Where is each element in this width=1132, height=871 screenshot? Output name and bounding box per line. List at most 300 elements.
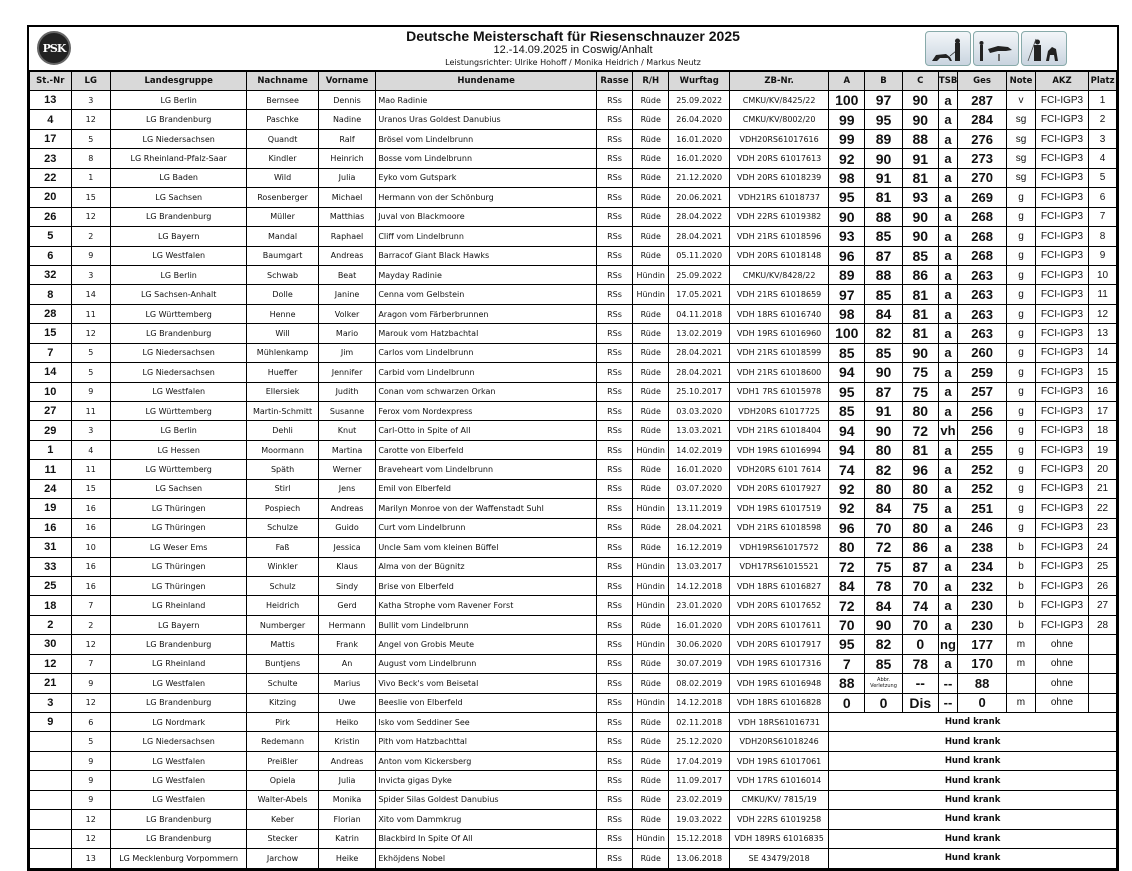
lg-number: 1 bbox=[71, 168, 110, 187]
landesgruppe: LG Thüringen bbox=[110, 557, 246, 576]
first-name: Heike bbox=[318, 849, 376, 868]
surname: Will bbox=[247, 324, 318, 343]
breed: RSs bbox=[596, 110, 632, 129]
score-a: 72 bbox=[829, 557, 865, 576]
total-score: 284 bbox=[958, 110, 1007, 129]
sex: Hündin bbox=[633, 635, 669, 654]
score-c: 81 bbox=[902, 304, 938, 323]
studbook-number: VDH 20RS 61017613 bbox=[730, 149, 829, 168]
score-c: 81 bbox=[902, 440, 938, 459]
birth-date: 13.06.2018 bbox=[669, 849, 730, 868]
breed: RSs bbox=[596, 227, 632, 246]
table-row[interactable] bbox=[30, 538, 1117, 557]
sex: Rüde bbox=[633, 304, 669, 323]
surname: Pirk bbox=[247, 713, 318, 732]
studbook-number: VDH 19RS 61016994 bbox=[730, 440, 829, 459]
table-row[interactable] bbox=[30, 732, 1117, 751]
tsb-rating: -- bbox=[938, 674, 957, 693]
grade: g bbox=[1007, 421, 1036, 440]
score-b: 88 bbox=[865, 207, 902, 226]
table-row[interactable] bbox=[30, 654, 1117, 673]
first-name: Sindy bbox=[318, 576, 376, 595]
table-row[interactable] bbox=[30, 343, 1117, 362]
birth-date: 03.03.2020 bbox=[669, 402, 730, 421]
column-header[interactable]: Platz bbox=[1089, 72, 1117, 91]
first-name: Andreas bbox=[318, 499, 376, 518]
placement: 19 bbox=[1089, 440, 1117, 459]
tsb-rating: a bbox=[938, 324, 957, 343]
placement: 2 bbox=[1089, 110, 1117, 129]
surname: Stecker bbox=[247, 829, 318, 848]
table-row[interactable] bbox=[30, 693, 1117, 712]
title-akz: FCI-IGP3 bbox=[1035, 402, 1088, 421]
first-name: Klaus bbox=[318, 557, 376, 576]
first-name: Heinrich bbox=[318, 149, 376, 168]
total-score: 251 bbox=[958, 499, 1007, 518]
surname: Preißler bbox=[247, 751, 318, 770]
score-a: 85 bbox=[829, 402, 865, 421]
score-b: Abbr. Verletzung bbox=[865, 674, 902, 693]
first-name: Dennis bbox=[318, 91, 376, 110]
table-row[interactable] bbox=[30, 149, 1117, 168]
column-header[interactable]: LG bbox=[71, 72, 110, 91]
score-c: 93 bbox=[902, 188, 938, 207]
score-a: 89 bbox=[829, 265, 865, 284]
dog-name: Emil von Elberfeld bbox=[376, 479, 597, 498]
first-name: Jim bbox=[318, 343, 376, 362]
lg-number: 15 bbox=[71, 479, 110, 498]
dog-name: Juval von Blackmoore bbox=[376, 207, 597, 226]
breed: RSs bbox=[596, 810, 632, 829]
placement: 16 bbox=[1089, 382, 1117, 401]
surname: Kindler bbox=[247, 149, 318, 168]
start-number: 18 bbox=[30, 596, 72, 615]
column-header[interactable]: A bbox=[829, 72, 865, 91]
grade: g bbox=[1007, 499, 1036, 518]
dog-name: Ferox vom Nordexpress bbox=[376, 402, 597, 421]
column-header[interactable]: AKZ bbox=[1035, 72, 1088, 91]
surname: Martin-Schmitt bbox=[247, 402, 318, 421]
score-c: Dis bbox=[902, 693, 938, 712]
total-score: 263 bbox=[958, 304, 1007, 323]
studbook-number: VDH 19RS 61017316 bbox=[730, 654, 829, 673]
score-b: 95 bbox=[865, 110, 902, 129]
score-c: 0 bbox=[902, 635, 938, 654]
grade bbox=[1007, 674, 1036, 693]
tsb-rating: a bbox=[938, 479, 957, 498]
score-c: 80 bbox=[902, 518, 938, 537]
table-row[interactable] bbox=[30, 460, 1117, 479]
tsb-rating: a bbox=[938, 227, 957, 246]
column-header[interactable]: Nachname bbox=[247, 72, 318, 91]
tsb-rating: a bbox=[938, 304, 957, 323]
score-a: 74 bbox=[829, 460, 865, 479]
studbook-number: VDH19RS61017572 bbox=[730, 538, 829, 557]
dog-name: Marilyn Monroe von der Waffenstadt Suhl bbox=[376, 499, 597, 518]
birth-date: 05.11.2020 bbox=[669, 246, 730, 265]
column-header[interactable]: ZB-Nr. bbox=[730, 72, 829, 91]
placement: 22 bbox=[1089, 499, 1117, 518]
landesgruppe: LG Westfalen bbox=[110, 771, 246, 790]
table-row[interactable] bbox=[30, 382, 1117, 401]
status-note: Hund krank bbox=[829, 810, 1117, 829]
dog-name: Eyko vom Gutspark bbox=[376, 168, 597, 187]
lg-number: 5 bbox=[71, 129, 110, 148]
score-a: 92 bbox=[829, 149, 865, 168]
score-c: 90 bbox=[902, 343, 938, 362]
first-name: Mario bbox=[318, 324, 376, 343]
table-row[interactable] bbox=[30, 265, 1117, 284]
placement bbox=[1089, 635, 1117, 654]
start-number: 33 bbox=[30, 557, 72, 576]
landesgruppe: LG Westfalen bbox=[110, 674, 246, 693]
column-header[interactable]: TSB bbox=[938, 72, 957, 91]
sex: Hündin bbox=[633, 693, 669, 712]
column-header[interactable]: Landesgruppe bbox=[110, 72, 246, 91]
score-c: 80 bbox=[902, 402, 938, 421]
table-row[interactable] bbox=[30, 363, 1117, 382]
first-name: Jennifer bbox=[318, 363, 376, 382]
table-row[interactable] bbox=[30, 246, 1117, 265]
sex: Rüde bbox=[633, 654, 669, 673]
table-row[interactable] bbox=[30, 674, 1117, 693]
column-header[interactable]: C bbox=[902, 72, 938, 91]
score-b: 91 bbox=[865, 168, 902, 187]
score-b: 90 bbox=[865, 363, 902, 382]
breed: RSs bbox=[596, 382, 632, 401]
column-header[interactable]: Wurftag bbox=[669, 72, 730, 91]
lg-number: 12 bbox=[71, 810, 110, 829]
studbook-number: VDH 20RS 61017927 bbox=[730, 479, 829, 498]
first-name: Jens bbox=[318, 479, 376, 498]
score-a: 88 bbox=[829, 674, 865, 693]
grade: sg bbox=[1007, 110, 1036, 129]
table-body bbox=[30, 91, 1117, 869]
tsb-rating: a bbox=[938, 538, 957, 557]
breed: RSs bbox=[596, 479, 632, 498]
sex: Rüde bbox=[633, 91, 669, 110]
sex: Rüde bbox=[633, 518, 669, 537]
surname: Mühlenkamp bbox=[247, 343, 318, 362]
birth-date: 14.12.2018 bbox=[669, 576, 730, 595]
title-akz: ohne bbox=[1035, 693, 1088, 712]
score-b: 82 bbox=[865, 324, 902, 343]
studbook-number: VDH1 7RS 61015978 bbox=[730, 382, 829, 401]
table-row[interactable] bbox=[30, 829, 1117, 848]
start-number: 10 bbox=[30, 382, 72, 401]
breed: RSs bbox=[596, 91, 632, 110]
start-number: 24 bbox=[30, 479, 72, 498]
obedience-jump-icon bbox=[973, 31, 1019, 66]
total-score: 234 bbox=[958, 557, 1007, 576]
studbook-number: VDH 21RS 61018659 bbox=[730, 285, 829, 304]
lg-number: 11 bbox=[71, 460, 110, 479]
lg-number: 6 bbox=[71, 713, 110, 732]
surname: Dehli bbox=[247, 421, 318, 440]
column-header[interactable]: Hundename bbox=[376, 72, 597, 91]
table-row[interactable] bbox=[30, 421, 1117, 440]
total-score: 287 bbox=[958, 91, 1007, 110]
birth-date: 13.02.2019 bbox=[669, 324, 730, 343]
table-row[interactable] bbox=[30, 440, 1117, 459]
table-row[interactable] bbox=[30, 771, 1117, 790]
score-c: 88 bbox=[902, 129, 938, 148]
title-akz: FCI-IGP3 bbox=[1035, 343, 1088, 362]
breed: RSs bbox=[596, 829, 632, 848]
lg-number: 9 bbox=[71, 674, 110, 693]
table-row[interactable] bbox=[30, 790, 1117, 809]
table-row[interactable] bbox=[30, 207, 1117, 226]
column-header[interactable]: Rasse bbox=[596, 72, 632, 91]
sex: Hündin bbox=[633, 576, 669, 595]
dog-name: Braveheart vom Lindelbrunn bbox=[376, 460, 597, 479]
sex: Rüde bbox=[633, 615, 669, 634]
table-row[interactable] bbox=[30, 635, 1117, 654]
birth-date: 28.04.2021 bbox=[669, 227, 730, 246]
lg-number: 11 bbox=[71, 402, 110, 421]
score-b: 0 bbox=[865, 693, 902, 712]
dog-name: Cenna vom Gelbstein bbox=[376, 285, 597, 304]
landesgruppe: LG Brandenburg bbox=[110, 110, 246, 129]
landesgruppe: LG Niedersachsen bbox=[110, 363, 246, 382]
lg-number: 3 bbox=[71, 265, 110, 284]
score-a: 97 bbox=[829, 285, 865, 304]
studbook-number: VDH 17RS 61016014 bbox=[730, 771, 829, 790]
birth-date: 13.03.2021 bbox=[669, 421, 730, 440]
grade: g bbox=[1007, 246, 1036, 265]
total-score: 270 bbox=[958, 168, 1007, 187]
surname: Mattis bbox=[247, 635, 318, 654]
column-header[interactable]: Note bbox=[1007, 72, 1036, 91]
placement: 26 bbox=[1089, 576, 1117, 595]
breed: RSs bbox=[596, 324, 632, 343]
table-row[interactable] bbox=[30, 479, 1117, 498]
score-b: 84 bbox=[865, 499, 902, 518]
lg-number: 9 bbox=[71, 751, 110, 770]
lg-number: 11 bbox=[71, 304, 110, 323]
score-a: 95 bbox=[829, 635, 865, 654]
title-akz: FCI-IGP3 bbox=[1035, 440, 1088, 459]
sex: Rüde bbox=[633, 110, 669, 129]
title-akz: FCI-IGP3 bbox=[1035, 227, 1088, 246]
title-akz: FCI-IGP3 bbox=[1035, 149, 1088, 168]
table-row[interactable] bbox=[30, 91, 1117, 110]
breed: RSs bbox=[596, 421, 632, 440]
grade: b bbox=[1007, 615, 1036, 634]
surname: Opiela bbox=[247, 771, 318, 790]
table-row[interactable] bbox=[30, 304, 1117, 323]
score-a: 94 bbox=[829, 440, 865, 459]
table-row[interactable] bbox=[30, 129, 1117, 148]
sex: Rüde bbox=[633, 149, 669, 168]
total-score: 260 bbox=[958, 343, 1007, 362]
landesgruppe: LG Brandenburg bbox=[110, 207, 246, 226]
breed: RSs bbox=[596, 188, 632, 207]
birth-date: 17.05.2021 bbox=[669, 285, 730, 304]
landesgruppe: LG Westfalen bbox=[110, 246, 246, 265]
breed: RSs bbox=[596, 402, 632, 421]
dog-name: Brösel vom Lindelbrunn bbox=[376, 129, 597, 148]
birth-date: 25.12.2020 bbox=[669, 732, 730, 751]
column-header[interactable]: R/H bbox=[633, 72, 669, 91]
score-c: 90 bbox=[902, 110, 938, 129]
table-row[interactable] bbox=[30, 227, 1117, 246]
score-b: 75 bbox=[865, 557, 902, 576]
first-name: Gerd bbox=[318, 596, 376, 615]
score-b: 85 bbox=[865, 343, 902, 362]
total-score: 257 bbox=[958, 382, 1007, 401]
score-b: 78 bbox=[865, 576, 902, 595]
table-row[interactable] bbox=[30, 518, 1117, 537]
tsb-rating: a bbox=[938, 168, 957, 187]
dog-name: Ekhöjdens Nobel bbox=[376, 849, 597, 868]
first-name: Werner bbox=[318, 460, 376, 479]
surname: Winkler bbox=[247, 557, 318, 576]
first-name: Janine bbox=[318, 285, 376, 304]
total-score: 276 bbox=[958, 129, 1007, 148]
grade: g bbox=[1007, 363, 1036, 382]
lg-number: 12 bbox=[71, 829, 110, 848]
table-row[interactable] bbox=[30, 499, 1117, 518]
table-row[interactable] bbox=[30, 188, 1117, 207]
first-name: Jessica bbox=[318, 538, 376, 557]
dog-name: Uranos Uras Goldest Danubius bbox=[376, 110, 597, 129]
first-name: Judith bbox=[318, 382, 376, 401]
status-note: Hund krank bbox=[829, 713, 1117, 732]
table-row[interactable] bbox=[30, 402, 1117, 421]
sex: Rüde bbox=[633, 538, 669, 557]
birth-date: 14.02.2019 bbox=[669, 440, 730, 459]
lg-number: 12 bbox=[71, 207, 110, 226]
birth-date: 25.10.2017 bbox=[669, 382, 730, 401]
landesgruppe: LG Niedersachsen bbox=[110, 732, 246, 751]
surname: Schwab bbox=[247, 265, 318, 284]
landesgruppe: LG Württemberg bbox=[110, 402, 246, 421]
dog-name: Beeslie von Elberfeld bbox=[376, 693, 597, 712]
column-header[interactable]: Vorname bbox=[318, 72, 376, 91]
grade: g bbox=[1007, 440, 1036, 459]
score-a: 72 bbox=[829, 596, 865, 615]
column-header[interactable]: St.-Nr bbox=[30, 72, 72, 91]
score-b: 85 bbox=[865, 285, 902, 304]
table-row[interactable] bbox=[30, 576, 1117, 595]
score-c: 90 bbox=[902, 91, 938, 110]
placement: 15 bbox=[1089, 363, 1117, 382]
sex: Rüde bbox=[633, 421, 669, 440]
dog-name: Hermann von der Schönburg bbox=[376, 188, 597, 207]
table-row[interactable] bbox=[30, 596, 1117, 615]
dog-name: Invicta gigas Dyke bbox=[376, 771, 597, 790]
start-number: 25 bbox=[30, 576, 72, 595]
grade: sg bbox=[1007, 168, 1036, 187]
lg-number: 3 bbox=[71, 421, 110, 440]
surname: Bernsee bbox=[247, 91, 318, 110]
table-row[interactable] bbox=[30, 849, 1117, 868]
grade: g bbox=[1007, 518, 1036, 537]
table-row[interactable] bbox=[30, 751, 1117, 770]
table-row[interactable] bbox=[30, 285, 1117, 304]
start-number: 12 bbox=[30, 654, 72, 673]
breed: RSs bbox=[596, 615, 632, 634]
placement bbox=[1089, 654, 1117, 673]
column-header[interactable]: B bbox=[865, 72, 902, 91]
table-row[interactable] bbox=[30, 110, 1117, 129]
landesgruppe: LG Berlin bbox=[110, 421, 246, 440]
table-row[interactable] bbox=[30, 168, 1117, 187]
first-name: Andreas bbox=[318, 751, 376, 770]
title-akz: FCI-IGP3 bbox=[1035, 576, 1088, 595]
column-header[interactable]: Ges bbox=[958, 72, 1007, 91]
status-note: Hund krank bbox=[829, 751, 1117, 770]
dog-name: Carotte von Elberfeld bbox=[376, 440, 597, 459]
birth-date: 11.09.2017 bbox=[669, 771, 730, 790]
lg-number: 15 bbox=[71, 188, 110, 207]
page-title: Deutsche Meisterschaft für Riesenschnauzer 2025 bbox=[406, 28, 740, 44]
total-score: 232 bbox=[958, 576, 1007, 595]
score-b: 89 bbox=[865, 129, 902, 148]
start-number: 14 bbox=[30, 363, 72, 382]
total-score: 259 bbox=[958, 363, 1007, 382]
title-akz: FCI-IGP3 bbox=[1035, 129, 1088, 148]
first-name: Raphael bbox=[318, 227, 376, 246]
table-row[interactable] bbox=[30, 557, 1117, 576]
landesgruppe: LG Thüringen bbox=[110, 499, 246, 518]
first-name: Andreas bbox=[318, 246, 376, 265]
title-akz: ohne bbox=[1035, 674, 1088, 693]
total-score: 268 bbox=[958, 227, 1007, 246]
breed: RSs bbox=[596, 790, 632, 809]
table-row[interactable] bbox=[30, 810, 1117, 829]
birth-date: 25.09.2022 bbox=[669, 265, 730, 284]
landesgruppe: LG Westfalen bbox=[110, 382, 246, 401]
landesgruppe: LG Rheinland-Pfalz-Saar bbox=[110, 149, 246, 168]
score-a: 85 bbox=[829, 343, 865, 362]
grade: g bbox=[1007, 265, 1036, 284]
first-name: Hermann bbox=[318, 615, 376, 634]
birth-date: 02.11.2018 bbox=[669, 713, 730, 732]
surname: Jarchow bbox=[247, 849, 318, 868]
lg-number: 3 bbox=[71, 91, 110, 110]
start-number: 6 bbox=[30, 246, 72, 265]
landesgruppe: LG Bayern bbox=[110, 615, 246, 634]
surname: Schulz bbox=[247, 576, 318, 595]
event-date-location: 12.-14.09.2025 in Coswig/Anhalt bbox=[493, 44, 653, 56]
title-akz: FCI-IGP3 bbox=[1035, 363, 1088, 382]
studbook-number: VDH 19RS 61017519 bbox=[730, 499, 829, 518]
title-akz: ohne bbox=[1035, 635, 1088, 654]
score-b: 70 bbox=[865, 518, 902, 537]
title-akz: FCI-IGP3 bbox=[1035, 499, 1088, 518]
surname: Baumgart bbox=[247, 246, 318, 265]
lg-number: 16 bbox=[71, 557, 110, 576]
table-row[interactable] bbox=[30, 615, 1117, 634]
score-a: 70 bbox=[829, 615, 865, 634]
table-row[interactable] bbox=[30, 324, 1117, 343]
breed: RSs bbox=[596, 693, 632, 712]
score-c: 75 bbox=[902, 499, 938, 518]
dog-name: Mao Radinie bbox=[376, 91, 597, 110]
studbook-number: VDH 19RS 61016960 bbox=[730, 324, 829, 343]
results-sheet bbox=[27, 25, 1119, 871]
landesgruppe: LG Berlin bbox=[110, 265, 246, 284]
table-row[interactable] bbox=[30, 713, 1117, 732]
sex: Hündin bbox=[633, 440, 669, 459]
sex: Rüde bbox=[633, 479, 669, 498]
birth-date: 03.07.2020 bbox=[669, 479, 730, 498]
lg-number: 12 bbox=[71, 635, 110, 654]
birth-date: 16.01.2020 bbox=[669, 129, 730, 148]
studbook-number: VDH20RS 61017725 bbox=[730, 402, 829, 421]
